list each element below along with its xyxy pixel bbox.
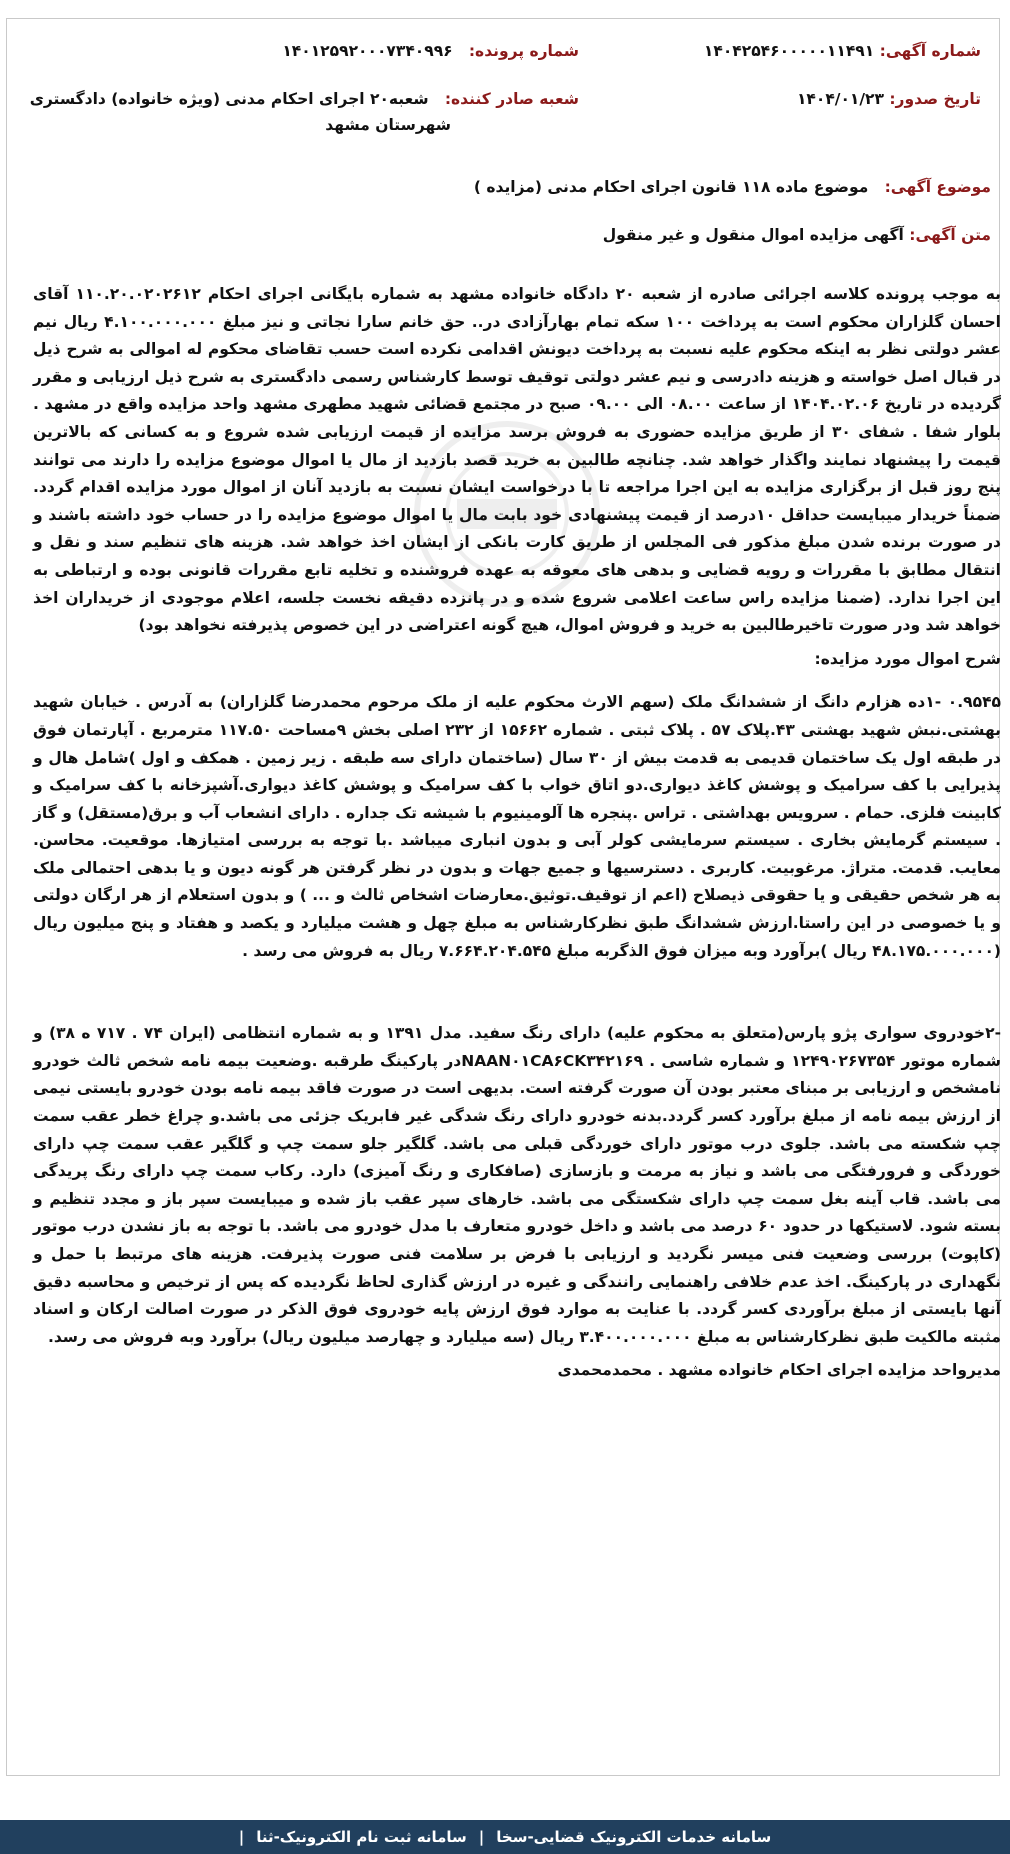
footer-separator: | <box>478 1828 485 1846</box>
issue-date-row <box>797 87 981 111</box>
text-title: آگهی مزایده اموال منقول و غیر منقول <box>602 226 904 244</box>
issuer-label: شعبه صادر کننده: <box>444 90 579 108</box>
signature: مدیرواحد مزایده اجرای احکام خانواده مشهد . محمدمحمدی <box>557 1361 1001 1380</box>
items-heading: شرح اموال مورد مزایده: <box>814 649 1001 668</box>
footer-bar <box>0 1820 1010 1854</box>
notice-card <box>6 18 1000 1776</box>
text-label: متن آگهی: <box>909 226 991 244</box>
notice-number-value: ۱۴۰۴۲۵۴۶۰۰۰۰۰۱۱۴۹۱ <box>703 42 875 60</box>
subject-label: موضوع آگهی: <box>884 178 991 196</box>
footer-link-sakha[interactable]: سامانه خدمات الکترونیک قضایی-سخا <box>496 1828 772 1846</box>
notice-number-row <box>704 39 981 63</box>
text-title-row <box>603 223 991 247</box>
issuer-line2-row <box>325 113 451 137</box>
issue-date-value: ۱۴۰۴/۰۱/۲۳ <box>796 90 884 108</box>
intro-paragraph: به موجب پرونده کلاسه اجرائی صادره از شعبه ۲۰ دادگاه خانواده مشهد به شماره بایگانی اجرای احکام ۱۱۰.۲۰.۰۲۰۲۶۱۲ آقای احسان گلزاران محکوم است به پرداخت ۱۰۰ سکه تمام بهارآزادی در.. حق خانم سارا نجاتی و نیز مبلغ ۴.۱۰۰.۰۰۰.۰۰۰ ریال نیم عشر دولتی نظر به اینکه محکوم علیه نسبت به پرداخت دیونش اقدامی نکرده است حسب تقاضای محکوم له اموالی به شرح ذیل در قبال اصل خواسته و هزینه دادرسی و نیم عشر دولتی توقیف توسط کارشناس رسمی دادگستری به شرح ذیل ارزیابی و مقرر گردیده در تاریخ ۱۴۰۴.۰۲.۰۶ از ساعت ۰۸.۰۰ الی ۰۹.۰۰ صبح در مجتمع قضائی شهید مطهری مشهد واحد مزایده واقع در مشهد . بلوار شفا . شفای ۳۰ از طریق مزایده حضوری به فروش برسد مزایده از قیمت ارزیابی شده شروع و به کسانی که بالاترین قیمت را پیشنهاد نمایند واگذار خواهد شد. چنانچه طالبین به خرید قصد بازدید از مال یا اموال موضوع مزایده را دارند می توانند پنج روز قبل از برگزاری مزایده به این اجرا مراجعه تا با درخواست ایشان نسبت به بازدید آنان از اموال مورد مزایده اقدام گردد. ضمناً خریدار میبایست حداقل ۱۰درصد از قیمت پیشنهادی خود بابت مال یا اموال موضوع مزایده را در حساب خود داشته باشند و در صورت برنده شدن مبلغ مذکور فی المجلس از طریق کارت بانکی از ایشان اخذ خواهد شد. هزینه های تنظیم سند و نقل و انتقال مطابق با مقررات و رویه قضایی و بدهی های معوقه به عهده فروشنده و تخلیه تابع مقررات قانونی بوده و ارتباطی به این اجرا ندارد. (ضمنا مزایده راس ساعت اعلامی شروع شده و در پانزده دقیقه نخست جلسه، اعلام موجودی از خریداران اخذ خواهد شد ودر صورت تاخیرطالبین به خرید و فروش اموال، هیچ گونه اعتراضی در این خصوص پذیرفته نخواهد بود) <box>33 285 1002 635</box>
issuer-line2: شهرستان مشهد <box>325 116 451 134</box>
item-2-vehicle: -۲خودروی سواری پژو پارس(متعلق به محکوم علیه) دارای رنگ سفید. مدل ۱۳۹۱ و به شماره انتظامی (ایران ۷۴ . ۷۱۷ ه ۳۸) و شماره موتور ۱۲۴۹۰۲۶۷۳۵۴ و شماره شاسی . NAAN۰۱CA۶CK۳۴۲۱۶۹در پارکینگ طرقبه .وضعیت بیمه نامه شخص ثالث خودرو نامشخص و ارزیابی بر مبنای معتبر بودن آن صورت گرفته است. بدیهی است در صورت فاقد بیمه نامه بودن خودرو بایستی نیمی از ارزش بیمه نامه از مبلغ برآورد کسر گردد.بدنه خودرو دارای رنگ شدگی غیر فابریک جزئی می باشد.و چراغ خطر عقب سمت چپ شکسته می باشد. جلوی درب موتور دارای خوردگی قبلی می باشد. گلگیر جلو سمت چپ و گلگیر عقب سمت چپ دارای خوردگی و فرورفتگی می باشد و نیاز به مرمت و بازسازی (صافکاری و رنگ آمیزی) دارد. رکاب سمت چپ دارای رنگ پریدگی می باشد. قاب آینه بغل سمت چپ دارای شکستگی می باشد. خارهای سپر عقب باز شده و میبایست سپر باز و مجدد تنظیم و بسته شود. لاستیکها در حدود ۶۰ درصد می باشد و داخل خودرو متعارف با مدل خودرو می باشد. با توجه به باز نشدن درب موتور (کاپوت) بررسی وضعیت فنی میسر نگردید و ارزیابی با فرض بر سلامت فنی صورت پذیرفت. هزینه های مرتبط با حمل و نگهداری در پارکینگ. اخذ عدم خلافی راهنمایی رانندگی و غیره در ارزش گذاری لحاظ نگردیده که پس از ترخیص و محاسبه دقیق آنها بایستی از مبلغ برآوردی کسر گردد. با عنایت به موارد فوق ارزش پایه خودروی فوق الذکر در صورت اصالت ارکان و اسناد مثبته مالکیت طبق نظرکارشناس به مبلغ ۳.۴۰۰.۰۰۰.۰۰۰ ریال (سه میلیارد و چهارصد میلیون ریال) برآورد وبه فروش می رسد. <box>33 1024 1001 1346</box>
footer-separator-end: | <box>238 1828 245 1846</box>
issuer-row <box>30 87 579 111</box>
issue-date-label: تاریخ صدور: <box>889 90 981 108</box>
issuer-line1: شعبه۲۰ اجرای احکام مدنی (ویژه خانواده) دادگستری <box>29 90 429 108</box>
notice-number-label: شماره آگهی: <box>879 42 981 60</box>
subject-value: موضوع ماده ۱۱۸ قانون اجرای احکام مدنی (مزایده ) <box>473 178 869 196</box>
footer-link-sana[interactable]: سامانه ثبت نام الکترونیک-ثنا <box>256 1828 467 1846</box>
case-number-value: ۱۴۰۱۲۵۹۲۰۰۰۷۳۴۰۹۹۶ <box>282 42 453 60</box>
notice-body <box>33 281 1001 1385</box>
case-number-row <box>282 39 579 63</box>
item-1-property: ۰.۹۵۴۵ -۱ده هزارم دانگ از ششدانگ ملک (سهم الارث محکوم علیه از ملک مرحوم محمدرضا گلزاران) به آدرس . خیابان شهید بهشتی.نبش شهید بهشتی ۴۳.پلاک ۵۷ . پلاک ثبتی . شماره ۱۵۶۶۲ از ۲۳۲ اصلی بخش ۹مساحت ۱۱۷.۵۰ مترمربع . آپارتمان فوق در طبقه اول یک ساختمان قدیمی به قدمت بیش از ۳۰ سال (ساختمان دارای سه طبقه . زیر زمین . همکف و اول )شامل هال و پذیرایی با کف سرامیک و پوشش کاغذ دیواری.دو اتاق خواب با کف سرامیک و پوشش کاغذ دیواری.آشپزخانه با کف سرامیک و کابینت فلزی. حمام . سرویس بهداشتی . تراس .پنجره ها آلومینیوم با شیشه تک جداره . دارای انشعاب آب و برق(مستقل) و گاز . سیستم گرمایش بخاری . سیستم سرمایشی کولر آبی و بدون انباری میباشد .با توجه به بررسی امتیازها. موقعیت. محاسن. معایب. قدمت. متراژ. مرغوبیت. کاربری . دسترسیها و جمیع جهات و بدون در نظر گرفتن هر گونه دیون و یا بدهی احتمالی ملک به هر شخص حقیقی و یا حقوقی ذیصلاح (اعم از توقیف.توثیق.معارضات اشخاص ثالث و ... ) و بدون استعلام از هر ارگان دولتی و یا خصوصی در این راستا.ارزش ششدانگ طبق نظرکارشناس به مبلغ چهل و هشت میلیارد و یکصد و هفتاد و پنج میلیون ریال (۴۸.۱۷۵.۰۰۰.۰۰۰ ریال )برآورد وبه میزان فوق الذگربه مبلغ ۷.۶۶۴.۲۰۴.۵۴۵ ریال به فروش می رسد . <box>33 693 1002 960</box>
case-number-label: شماره پرونده: <box>468 42 579 60</box>
subject-row <box>474 175 991 199</box>
